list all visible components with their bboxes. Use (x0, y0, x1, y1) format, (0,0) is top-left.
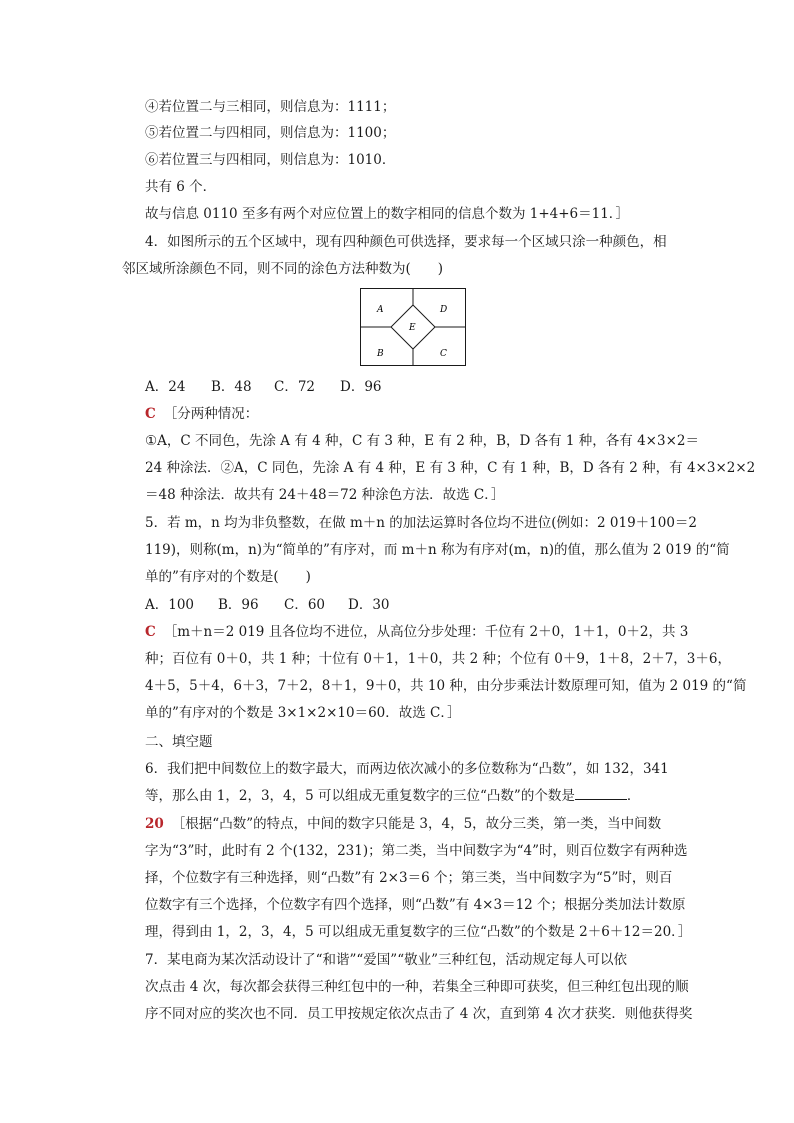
option-c: C．60 (284, 597, 326, 613)
question-7-stem-cont: 序不同对应的奖次也不同．员工甲按规定依次点击了 4 次，直到第 4 次才获奖．则他获得奖 (145, 1006, 693, 1022)
option-d: D．96 (340, 379, 382, 395)
solution-line: 择，个位数字有三种选择，则“凸数”有 2×3＝6 个；第三类，当中间数字为“5”时，则百 (145, 870, 673, 886)
solution-line: ①A，C 不同色，先涂 A 有 4 种，C 有 3 种，E 有 2 种，B，D 各有 1 种，各有 4×3×2＝ (145, 433, 699, 449)
text-line: ⑤若位置二与四相同，则信息为：1100； (145, 125, 396, 141)
text-line: 故与信息 0110 至多有两个对应位置上的数字相同的信息个数为 1+4+6＝11．］ (145, 206, 630, 222)
answer-mark: C (145, 406, 156, 422)
solution-line: 理，得到由 1，2，3，4，5 可以组成无重复数字的三位“凸数”的个数是 2＋6＋12＝20．］ (145, 924, 692, 940)
solution-line: 字为“3”时，此时有 2 个(132，231)；第二类，当中间数字为“4”时，则百位数字有两种选 (145, 843, 688, 859)
option-c: C．72 (274, 379, 316, 395)
solution-line: C ［分两种情况： (145, 406, 259, 422)
solution-line: 位数字有三个选择，个位数字有四个选择，则“凸数”有 4×3＝12 个；根据分类加法计数原 (145, 897, 686, 913)
region-label-e: E (409, 323, 416, 333)
region-figure (360, 288, 466, 366)
text-line: 共有 6 个． (145, 179, 217, 195)
region-label-a: A (377, 305, 384, 315)
solution-line: 20 ［根据“凸数”的特点，中间的数字只能是 3，4，5，故分三类，第一类，当中间数 (145, 816, 662, 832)
solution-line: 单的”有序对的个数是 3×1×2×10＝60．故选 C．］ (145, 705, 461, 721)
question-7-stem-cont: 次点击 4 次，每次都会获得三种红包中的一种，若集全三种即可获奖，但三种红包出现的顺 (145, 979, 689, 995)
question-5-stem: 5．若 m，n 均为非负整数，在做 m＋n 的加法运算时各位均不进位(例如：2 019＋100＝2 (145, 515, 698, 531)
section-heading: 二、填空题 (145, 734, 213, 750)
option-b: B．48 (211, 379, 252, 395)
question-5-stem-cont: 119)，则称(m，n)为“简单的”有序对，而 m＋n 称为有序对(m，n)的值，那么值为 2 019 的“简 (145, 542, 730, 558)
solution-line: 24 种涂法．②A，C 同色，先涂 A 有 4 种，E 有 3 种，C 有 1 种，B，D 各有 2 种，有 4×3×2×2 (145, 460, 756, 476)
answer-mark: C (145, 624, 156, 640)
option-d: D．30 (348, 597, 390, 613)
region-label-b: B (377, 349, 384, 359)
text-line: ④若位置二与三相同，则信息为：1111； (145, 99, 396, 115)
question-6-stem-cont: 等，那么由 1，2，3，4，5 可以组成无重复数字的三位“凸数”的个数是 ． (145, 788, 641, 804)
region-label-c: C (440, 349, 447, 359)
option-a: A．24 (145, 379, 186, 395)
answer-mark: 20 (145, 816, 164, 832)
region-label-d: D (440, 305, 448, 315)
question-4-stem: 4．如图所示的五个区域中，现有四种颜色可供选择，要求每一个区域只涂一种颜色，相 (145, 234, 667, 250)
solution-line: 4＋5，5＋4，6＋3，7＋2，8＋1，9＋0，共 10 种，由分步乘法计数原理可知，值为 2 019 的“简 (145, 678, 747, 694)
text-line: ⑥若位置三与四相同，则信息为：1010． (145, 152, 396, 168)
option-b: B．96 (218, 597, 259, 613)
question-4-stem-cont: 邻区域所涂颜色不同，则不同的涂色方法种数为( ) (122, 261, 444, 277)
question-6-stem: 6．我们把中间数位上的数字最大，而两边依次减小的多位数称为“凸数”，如 132，341 (145, 761, 669, 777)
solution-line: C ［m＋n＝2 019 且各位均不进位，从高位分步处理：千位有 2＋0，1＋1，0＋2，共 3 (145, 624, 689, 640)
option-a: A．100 (145, 597, 195, 613)
question-5-stem-cont: 单的”有序对的个数是( ) (145, 569, 311, 585)
solution-line: ＝48 种涂法．故共有 24＋48＝72 种涂色方法．故选 C．］ (145, 487, 505, 503)
answer-blank (575, 787, 627, 800)
question-7-stem: 7．某电商为某次活动设计了“和谐”“爱国”“敬业”三种红包，活动规定每人可以依 (145, 952, 627, 968)
solution-line: 种；百位有 0＋0，共 1 种；十位有 0＋1，1＋0，共 2 种；个位有 0＋9，1＋8，2＋7，3＋6， (145, 651, 731, 667)
